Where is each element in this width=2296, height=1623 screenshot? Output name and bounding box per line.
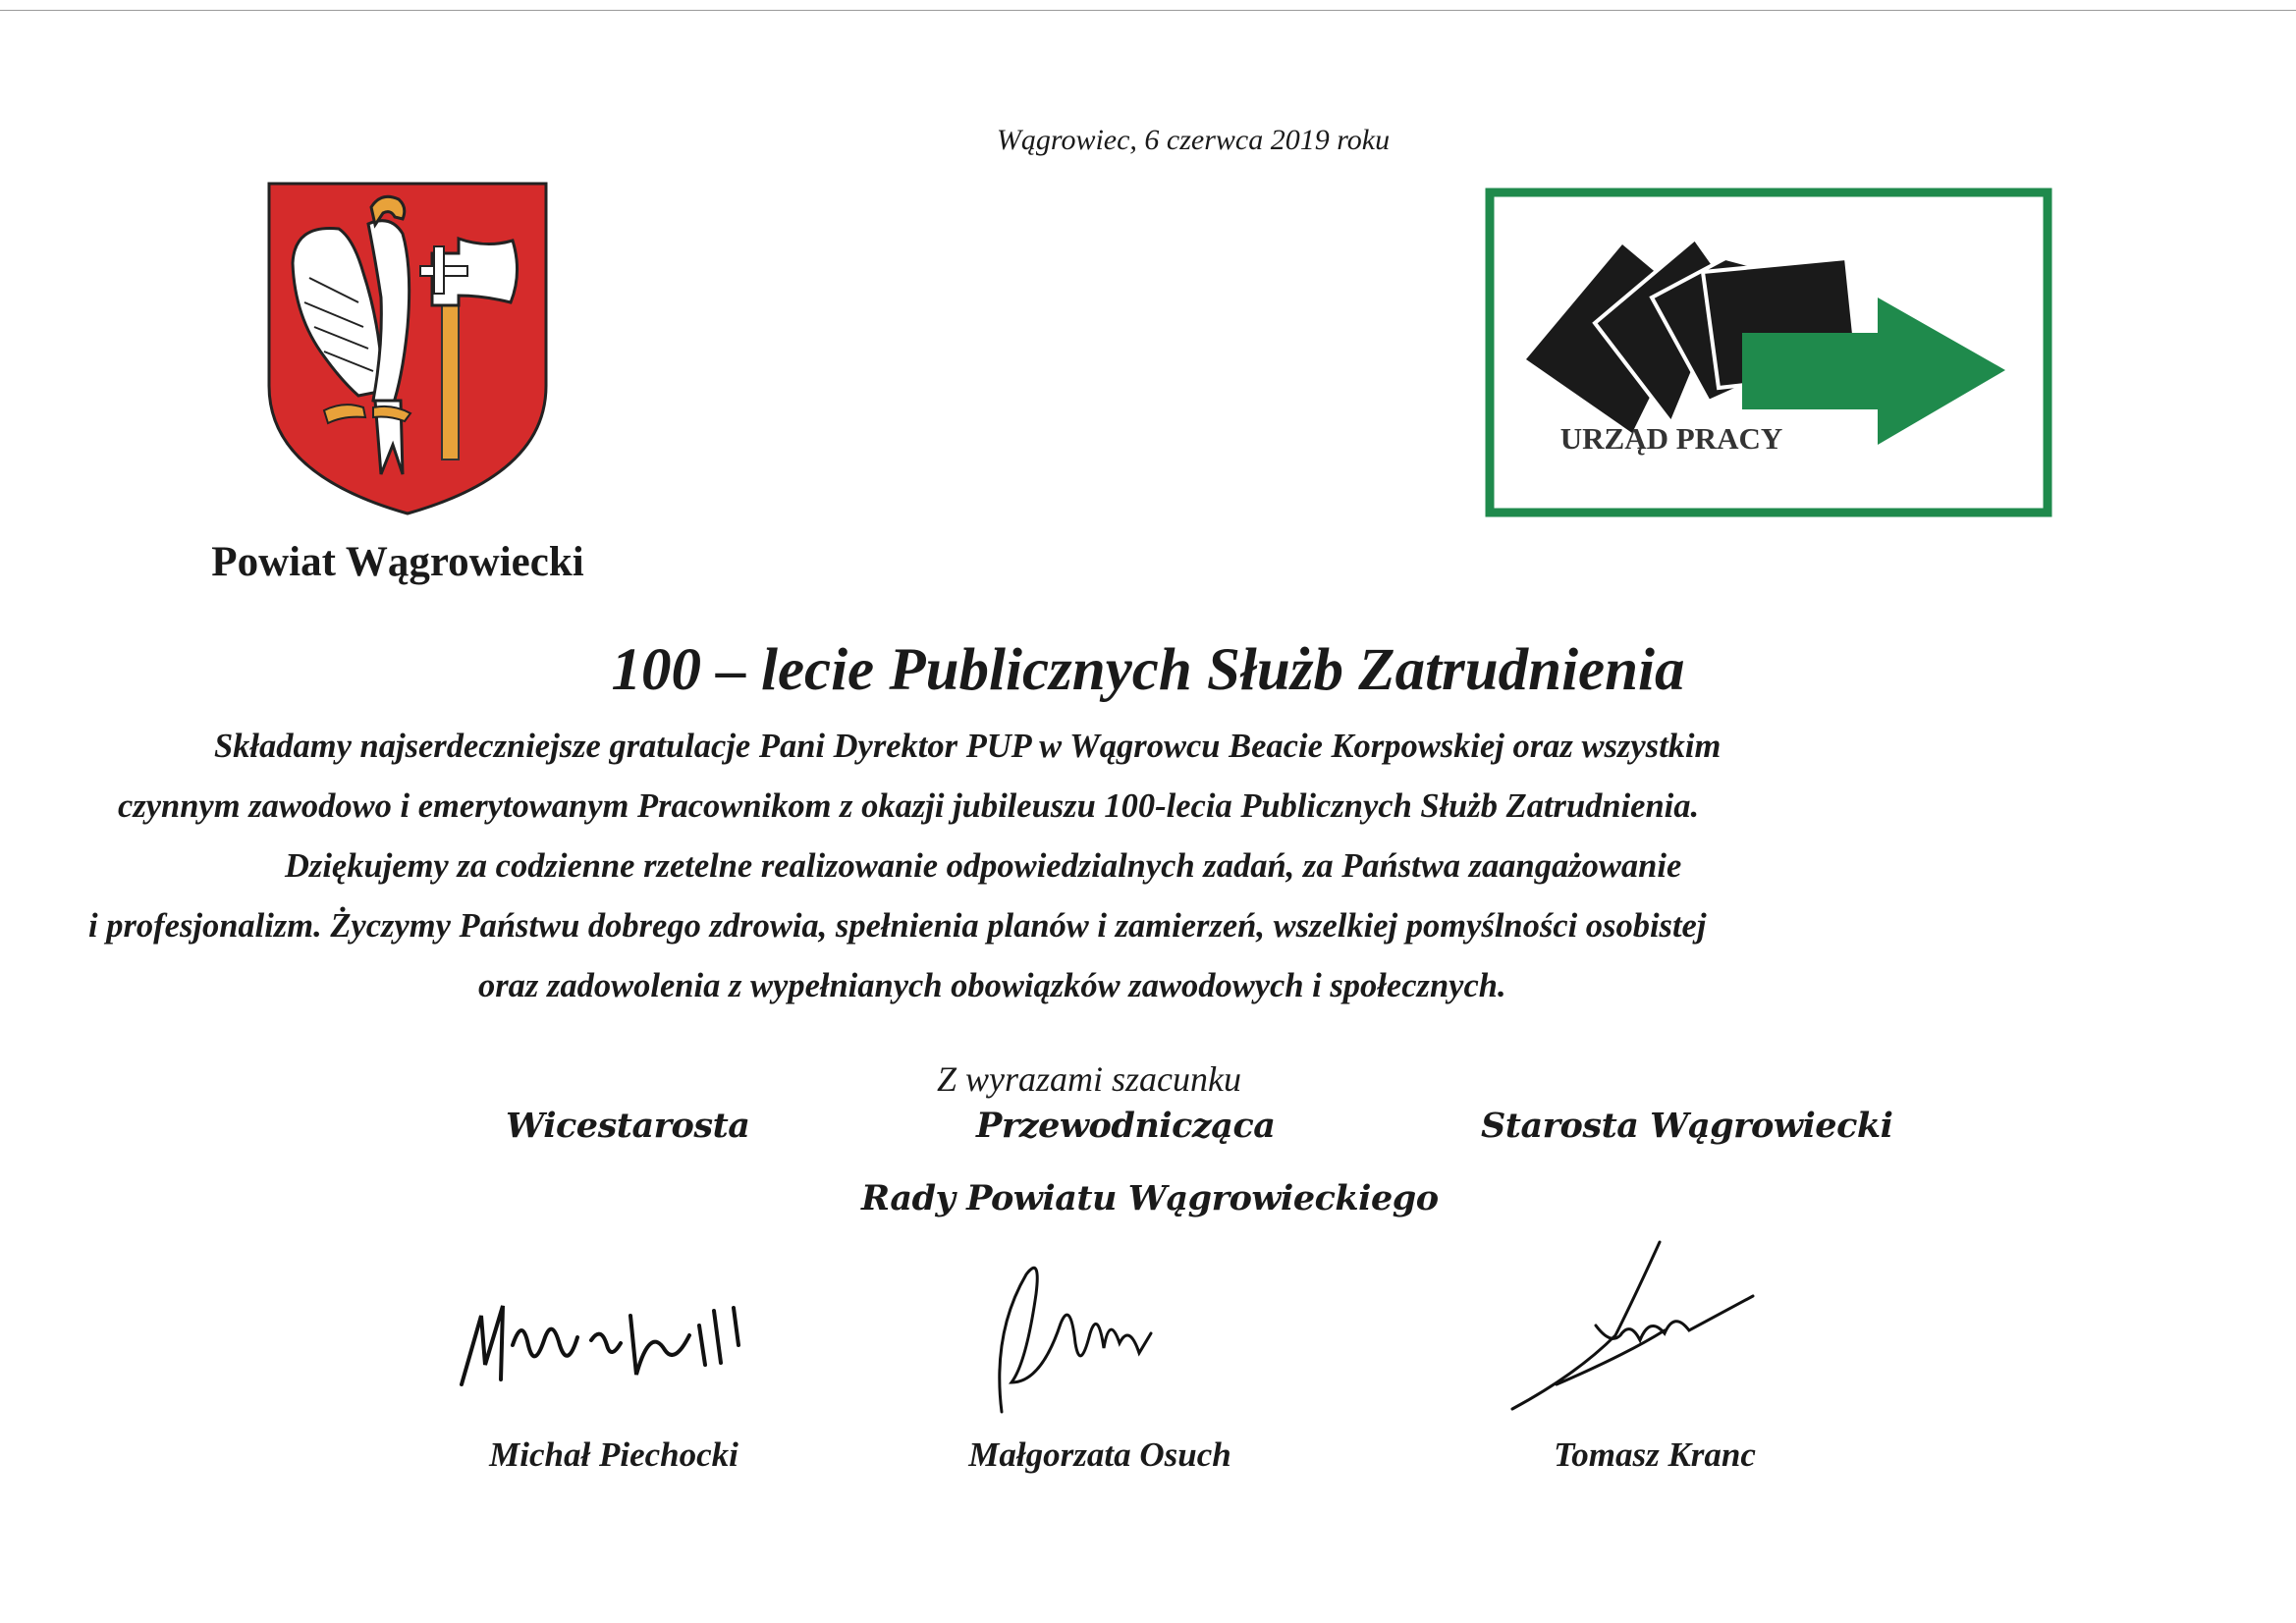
signature-kranc — [1507, 1237, 1773, 1424]
powiat-crest-logo — [265, 180, 550, 518]
closing-text: Z wyrazami szacunku — [936, 1059, 1241, 1099]
date-text: Wągrowiec, 6 czerwca 2019 roku — [996, 124, 1391, 156]
role-przewodniczaca: Przewodnicząca — [976, 1106, 1276, 1146]
document-title: 100 – lecie Publicznych Służb Zatrudnienia — [611, 637, 1685, 703]
signer-name-kranc: Tomasz Kranc — [1554, 1435, 1756, 1474]
urzad-pracy-logo — [1485, 188, 2052, 517]
signer-name-osuch: Małgorzata Osuch — [968, 1435, 1231, 1474]
body-line-4: i profesjonalizm. Życzymy Państwu dobrego zdrowia, spełnienia planów i zamierzeń, wszelkiej pomyślności osobistej — [88, 907, 1707, 945]
axe-handle — [442, 298, 459, 460]
body-text — [59, 717, 2237, 1016]
body-line-2: czynnym zawodowo i emerytowanym Pracownikom z okazji jubileuszu 100-lecia Publicznych Służb Zatrudnienia. — [118, 787, 1700, 825]
body-line-3: Dziękujemy za codzienne rzetelne realizowanie odpowiedzialnych zadań, za Państwa zaangażowanie — [285, 847, 1682, 885]
axe-post — [434, 246, 444, 294]
signer-name-piechocki: Michał Piechocki — [489, 1435, 738, 1474]
logo-text: URZĄD PRACY — [1559, 421, 1783, 456]
date-line — [0, 124, 2296, 157]
top-rule — [0, 10, 2296, 11]
body-line-1: Składamy najserdeczniejsze gratulacje Pani Dyrektor PUP w Wągrowcu Beacie Korpowskiej oraz wszystkim — [214, 728, 1722, 765]
signature-piechocki — [454, 1286, 758, 1394]
body-line-5: oraz zadowolenia z wypełnianych obowiązków zawodowych i społecznych. — [478, 967, 1506, 1004]
signature-osuch — [982, 1255, 1178, 1422]
role-rady-powiatu: Rady Powiatu Wągrowieckiego — [861, 1178, 1439, 1218]
closing-line — [0, 1058, 2296, 1100]
crest-caption: Powiat Wągrowiecki — [211, 539, 584, 585]
role-wicestarosta: Wicestarosta — [506, 1106, 750, 1146]
role-starosta: Starosta Wągrowiecki — [1481, 1106, 1893, 1146]
